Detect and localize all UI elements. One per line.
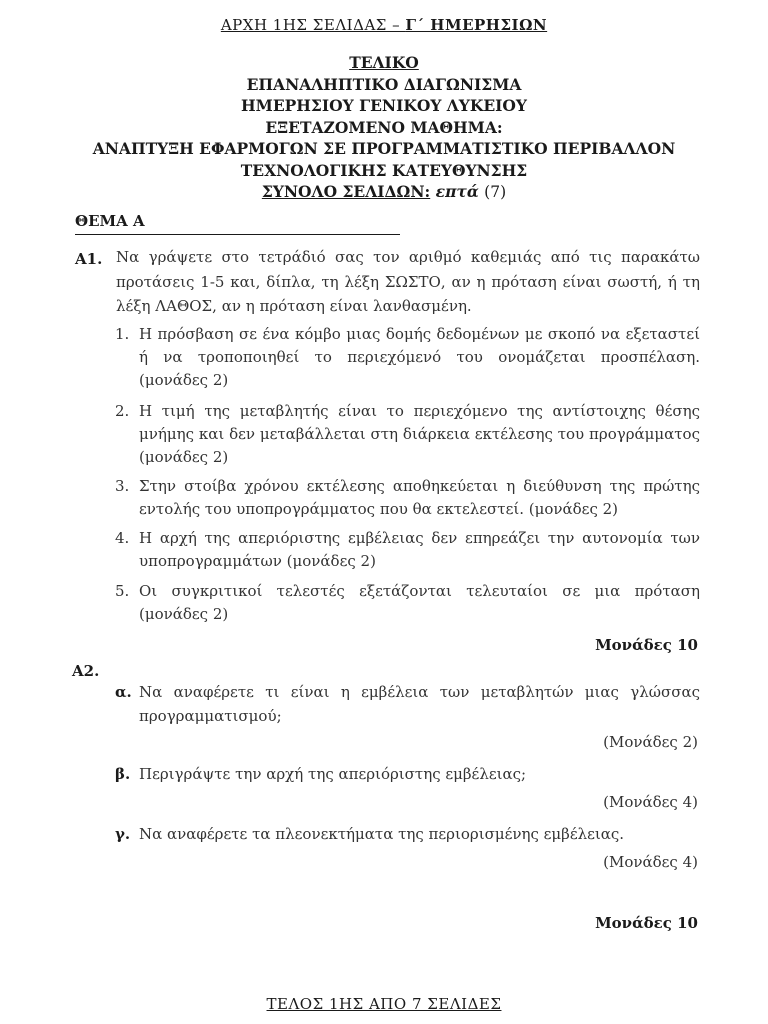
a2-total-marks: Μονάδες 10	[595, 914, 698, 932]
pages-number: (7)	[484, 183, 507, 201]
item-text: Η αρχή της απεριόριστης εμβέλειας δεν επηρεάζει την αυτονομία των υποπρογραμμάτων (μονάδες 2)	[139, 529, 700, 570]
sub-question-text: Να αναφέρετε τα πλεονεκτήματα της περιορισμένης εμβέλειας.	[139, 825, 625, 843]
sub-question-marks: (Μονάδες 4)	[603, 853, 698, 871]
item-number: 4.	[115, 529, 130, 547]
title-direction: ΤΕΧΝΟΛΟΓΙΚΗΣ ΚΑΤΕΥΘΥΝΣΗΣ	[240, 160, 528, 180]
list-item	[115, 323, 700, 392]
item-number: 2.	[115, 402, 130, 420]
sub-question-letter: γ.	[115, 825, 131, 843]
sub-question-marks: (Μονάδες 4)	[603, 793, 698, 811]
item-number: 1.	[115, 325, 130, 343]
sub-question-c	[115, 822, 700, 846]
item-text: Στην στοίβα χρόνου εκτέλεσης αποθηκεύεται η διεύθυνση της πρώτης εντολής του υποπρογράμματος που θα εκτελεστεί. (μονάδες 2)	[139, 477, 700, 518]
section-heading: ΘΕΜΑ Α	[75, 212, 400, 235]
item-number: 3.	[115, 477, 130, 495]
list-item	[115, 475, 700, 521]
sub-question-a	[115, 680, 700, 728]
item-text: Η τιμή της μεταβλητής είναι το περιεχόμενο της αντίστοιχης θέσης μνήμης και δεν μεταβάλλεται στη διάρκεια εκτέλεσης του προγράμματος (μονάδες 2)	[139, 402, 700, 466]
question-a1-intro: Να γράψετε στο τετράδιό σας τον αριθμό καθεμιάς από τις παρακάτω προτάσεις 1-5 και, δίπλα, τη λέξη ΣΩΣΤΟ, αν η πρόταση είναι σωστή, ή τη λέξη ΛΑΘΟΣ, αν η πρόταση είναι λανθασμένη.	[116, 248, 700, 315]
item-number: 5.	[115, 582, 130, 600]
page-header	[0, 16, 768, 34]
sub-question-letter: α.	[115, 683, 132, 701]
title-subject: ΑΝΑΠΤΥΞΗ ΕΦΑΡΜΟΓΩΝ ΣΕ ΠΡΟΓΡΑΜΜΑΤΙΣΤΙΚΟ ΠΕΡΙΒΑΛΛΟΝ	[92, 139, 676, 158]
sub-question-marks: (Μονάδες 2)	[603, 733, 698, 751]
title-school: ΗΜΕΡΗΣΙΟΥ ΓΕΝΙΚΟΥ ΛΥΚΕΙΟΥ	[241, 96, 527, 115]
list-item	[115, 400, 700, 469]
item-text: Οι συγκριτικοί τελεστές εξετάζονται τελευταίοι σε μια πρόταση (μονάδες 2)	[139, 582, 700, 623]
list-item	[115, 527, 700, 573]
footer-text: ΤΕΛΟΣ 1ΗΣ ΑΠΟ 7 ΣΕΛΙΔΕΣ	[266, 995, 502, 1013]
title-subject-label: ΕΞΕΤΑΖΟΜΕΝΟ ΜΑΘΗΜΑ:	[265, 117, 503, 137]
page-footer	[0, 995, 768, 1013]
title-page-count	[0, 181, 768, 204]
sub-question-text: Να αναφέρετε τι είναι η εμβέλεια των μεταβλητών μιας γλώσσας προγραμματισμού;	[139, 683, 700, 725]
question-a1-label: Α1.	[75, 250, 103, 268]
sub-question-letter: β.	[115, 765, 131, 783]
header-class: Γ΄ ΗΜΕΡΗΣΙΩΝ	[405, 16, 548, 34]
title-exam-type: ΕΠΑΝΑΛΗΠΤΙΚΟ ΔΙΑΓΩΝΙΣΜΑ	[246, 74, 522, 94]
title-final: ΤΕΛΙΚΟ	[349, 53, 419, 72]
pages-label: ΣΥΝΟΛΟ ΣΕΛΙΔΩΝ:	[261, 182, 431, 201]
pages-word: επτά	[435, 182, 479, 201]
item-text: Η πρόσβαση σε ένα κόμβο μιας δομής δεδομένων με σκοπό να εξεταστεί ή να τροποποιηθεί το περιεχόμενό του ονομάζεται προσπέλαση. (μονάδες 2)	[139, 325, 700, 389]
header-prefix: ΑΡΧΗ 1ΗΣ ΣΕΛΙΔΑΣ –	[220, 16, 406, 34]
a1-total-marks: Μονάδες 10	[595, 636, 698, 654]
exam-title-block	[0, 52, 768, 204]
sub-question-text: Περιγράψτε την αρχή της απεριόριστης εμβέλειας;	[139, 765, 527, 783]
list-item	[115, 580, 700, 626]
sub-question-b	[115, 762, 700, 786]
question-a2-label: Α2.	[72, 662, 100, 680]
